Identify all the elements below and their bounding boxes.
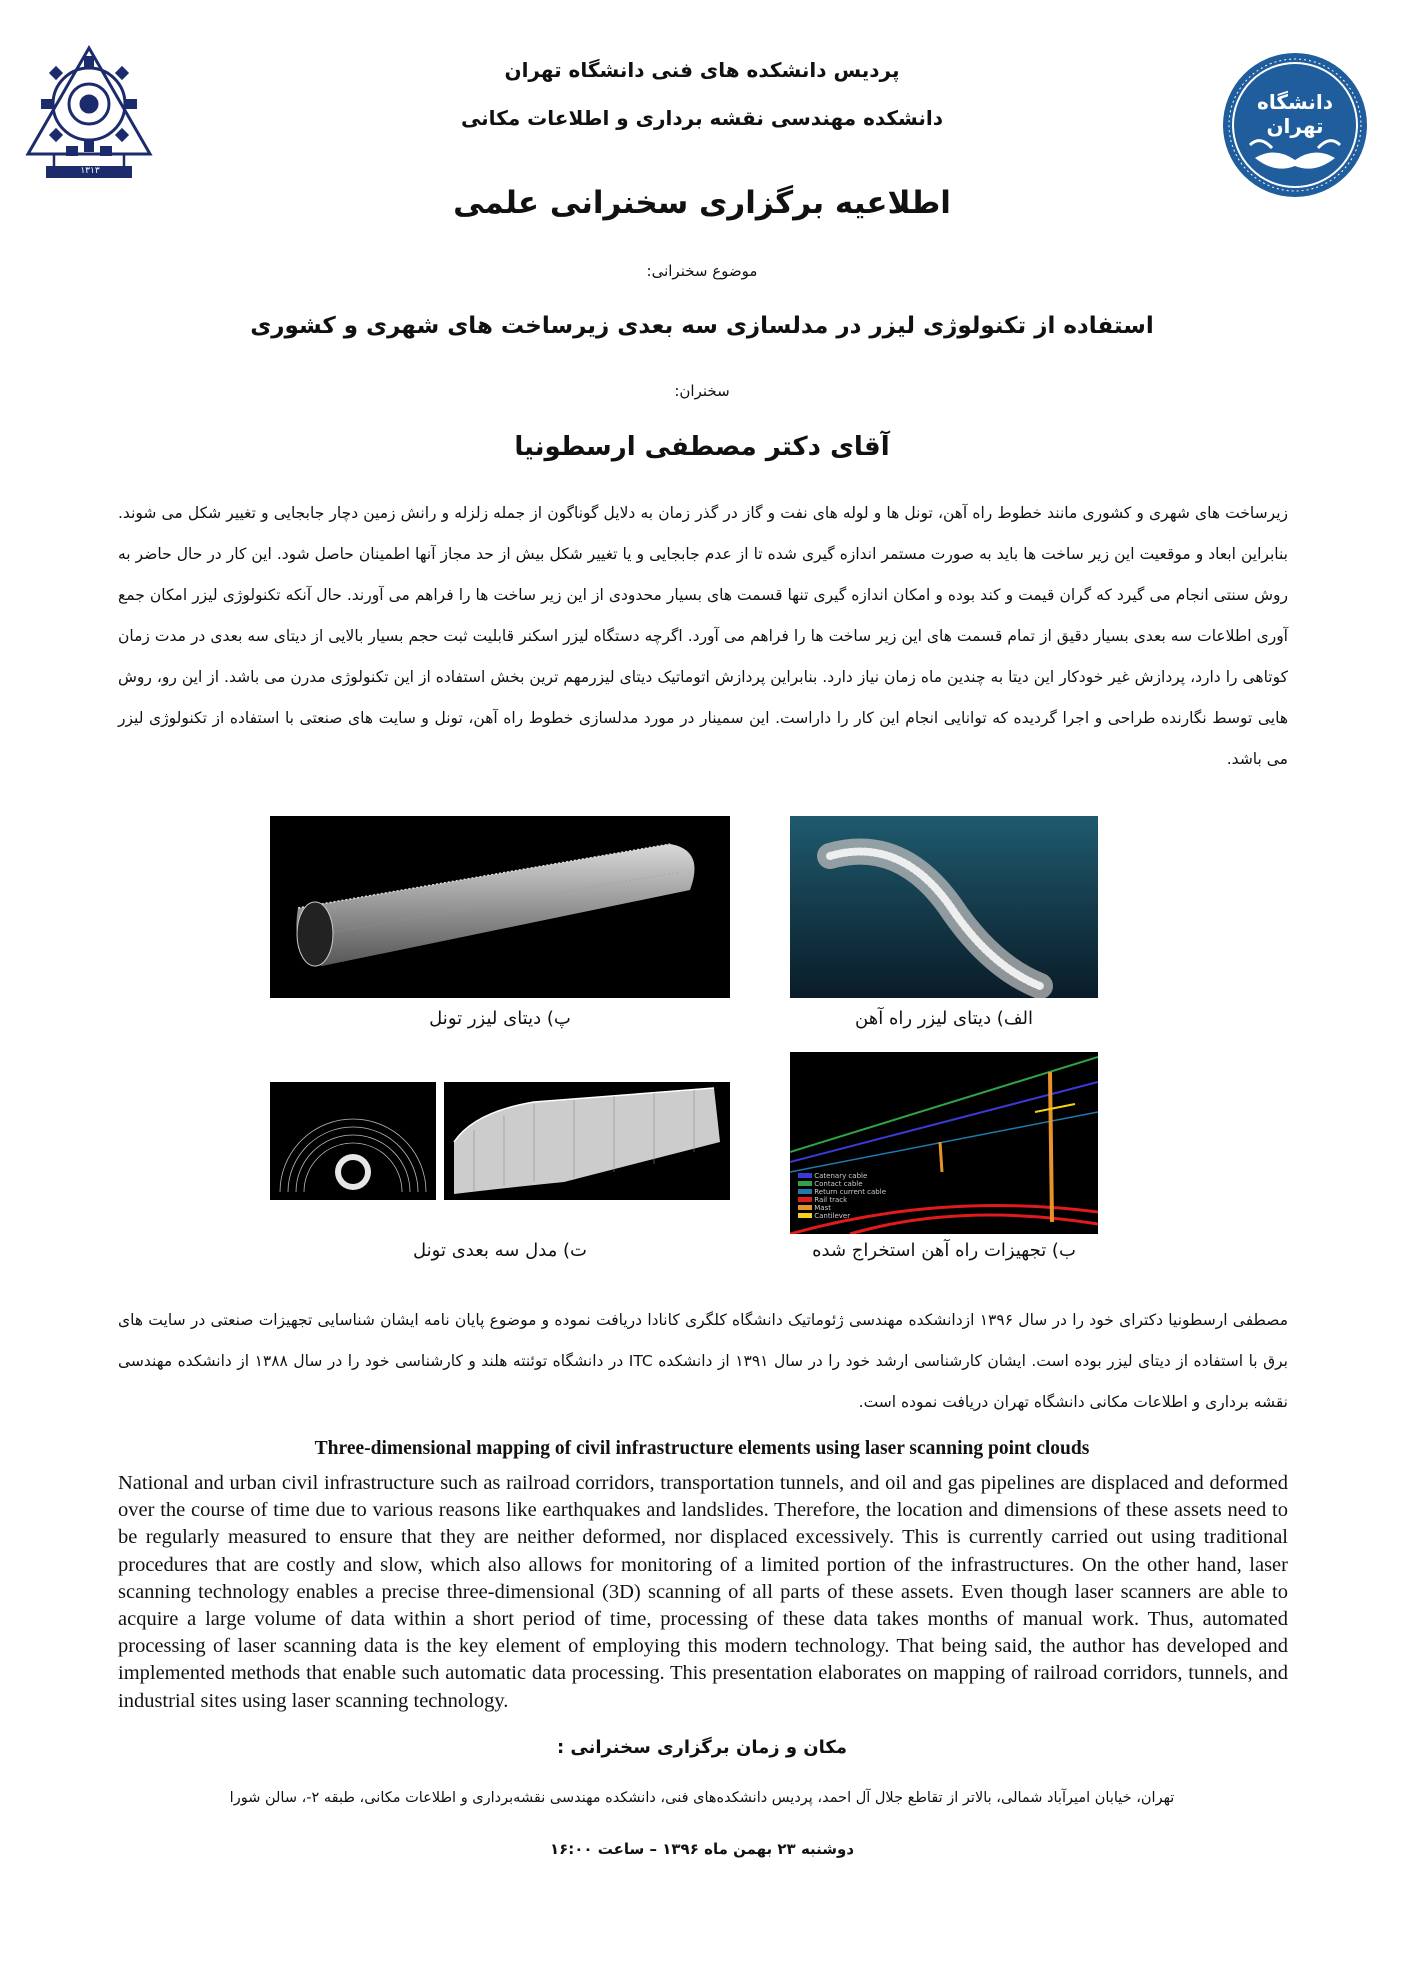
legend-label: Contact cable [814,1180,863,1188]
english-abstract: National and urban civil infrastructure such as railroad corridors, transportation tunnels, and oil and gas pipelines are displaced and deformed over the course of time due to various reasons like earthquakes and landslides. Therefore, the location and dimensions of these assets need to be regularly measured to ensure that they are neither deformed, nor displaced excessively. This is currently carried out using traditional procedures that are costly and slow, which also allows for monitoring of a limited portion of the infrastructures. On the other hand, laser scanning technology enables a precise three-dimensional (3D) scanning of all parts of these assets. Even though laser scanners are able to acquire a large volume of data within a short period of time, processing of these data takes months of manual work. Thus, automated processing of laser scanning data is the key element of employing this modern technology. That being said, the author has developed and implemented methods that enable such automatic data processing. This presentation elaborates on mapping of railroad corridors, tunnels, and industrial sites using laser scanning technology. [118,1472,1288,1712]
badge-text: ۱۳۱۳ [80,166,100,176]
legend-label: Mast [814,1204,831,1212]
legend-label: Return current cable [814,1188,886,1196]
venue-address: تهران، خیابان امیرآباد شمالی، بالاتر از تقاطع جلال آل احمد، پردیس دانشکده‌های فنی، دانشکده مهندسی نقشه‌برداری و اطلاعات مکانی، طبقه ۲-، سالن شورا [229,1790,1175,1806]
campus-name: پردیس دانشکده های فنی دانشگاه تهران [504,58,900,82]
railway-equipment-image [790,1052,1098,1234]
legend-label: Rail track [814,1196,848,1204]
topic-label: موضوع سخنرانی: [646,262,758,280]
legend-entry [798,1172,886,1180]
topic: استفاده از تکنولوژی لیزر در مدلسازی سه بعدی زیرساخت های شهری و کشوری [250,313,1154,339]
venue-label: مکان و زمان برگزاری سخنرانی : [556,1737,848,1758]
figure-caption-b: ب) تجهیزات راه آهن استخراج شده [812,1240,1076,1261]
seal-text: دانشگاه تهران [1257,90,1333,138]
tunnel-3d-model-image [444,1082,730,1200]
english-title: Three-dimensional mapping of civil infrastructure elements using laser scanning point clouds [314,1438,1090,1459]
abstract-persian: زیرساخت های شهری و کشوری مانند خطوط راه آهن، تونل ها و لوله های نفت و گاز در گذر زمان به دلایل گوناگون از جمله زلزله و رانش زمین دچار جابجایی و تغییر شکل می شوند. بنابراین ابعاد و موقعیت این زیر ساخت ها باید به صورت مستمر اندازه گیری شده تا از عدم جابجایی و یا تغییر شکل بیش از حد مجاز آنها اطمینان حاصل شود. این کار در حال حاضر به روش سنتی انجام می گیرد که گران قیمت و کند بوده و امکان اندازه گیری تنها قسمت های بسیار محدودی از این زیر ساخت ها را فراهم می آورند. حال آنکه تکنولوژی لیزر امکان جمع آوری اطلاعات سه بعدی بسیار دقیق از تمام قسمت های این زیر ساخت ها را فراهم می آورد. اگرچه دستگاه لیزر اسکنر قابلیت ثبت حجم بسیار بالایی از دیتای سه بعدی در مدت زمان کوتاهی را دارد، پردازش غیر خودکار این دیتا به چندین ماه زمان نیاز دارد. بنابراین پردازش اتوماتیک دیتای لیزرمهم ترین بخش استفاده از این تکنولوژی مدرن می باشد. از این رو، روش هایی توسط نگارنده طراحی و اجرا گردیده که توانایی انجام این کار را داراست. این سمینار در مورد مدلسازی خطوط راه آهن، تونل و سایت های صنعتی با استفاده از تکنولوژی لیزر می باشد. [118,504,1288,768]
railway-laser-data-image [790,816,1098,998]
legend-entry [798,1180,886,1188]
legend-label: Cantilever [814,1212,851,1220]
legend-entry [798,1204,886,1212]
legend-entry [798,1188,886,1196]
figure-caption-c: پ) دیتای لیزر تونل [429,1008,571,1029]
faculty-name: دانشکده مهندسی نقشه برداری و اطلاعات مکانی [460,106,944,130]
legend-entry [798,1212,886,1220]
figure-caption-d: ت) مدل سه بعدی تونل [413,1240,587,1261]
speaker-label: سخنران: [674,382,730,400]
page-title: اطلاعیه برگزاری سخنرانی علمی [453,185,951,221]
speaker-bio-persian: مصطفی ارسطونیا دکترای خود را در سال ۱۳۹۶ ازدانشکده مهندسی ژئوماتیک دانشگاه کلگری کانادا دریافت نموده و موضوع پایان نامه ایشان شناسایی تجهیزات صنعتی در سایت های برق با استفاده از دیتای لیزر بوده است. ایشان کارشناسی ارشد خود را در سال ۱۳۹۱ از دانشکده ITC در دانشگاه توئنته هلند و کارشناسی خود را در سال ۱۳۸۸ از دانشکده مهندسی نقشه برداری و اطلاعات مکانی دانشگاه تهران دریافت نموده است. [118,1311,1289,1411]
tunnel-cross-section-image [270,1082,436,1200]
speaker-name: آقای دکتر مصطفی ارسطونیا [514,432,890,462]
legend-entry [798,1196,886,1204]
equipment-legend [798,1172,886,1220]
legend-label: Catenary cable [814,1172,868,1180]
tunnel-laser-data-image [270,816,730,998]
figure-caption-a: الف) دیتای لیزر راه آهن [855,1008,1033,1029]
event-datetime: دوشنبه ۲۳ بهمن ماه ۱۳۹۶ – ساعت ۱۶:۰۰ [549,1840,855,1858]
